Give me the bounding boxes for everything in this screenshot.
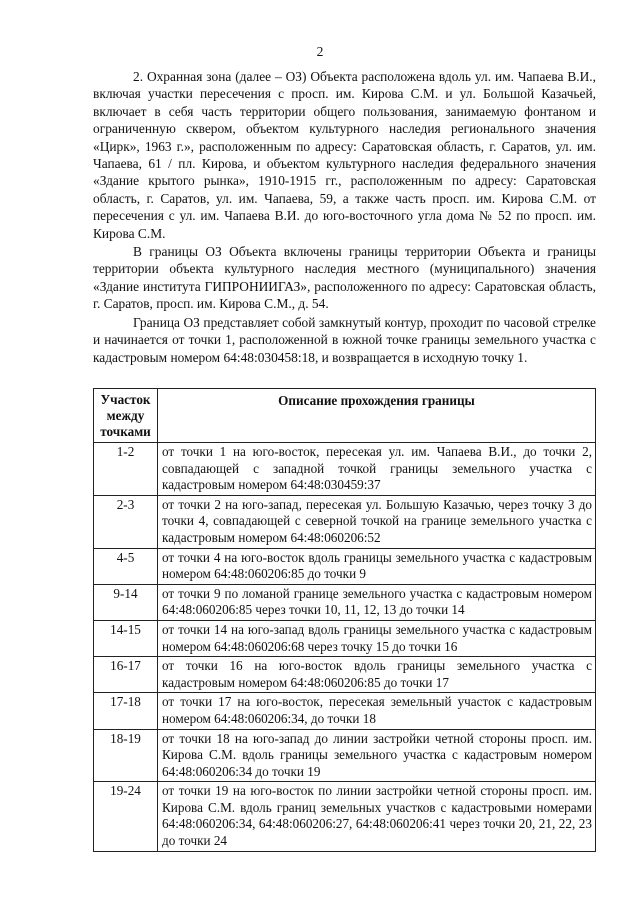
table-row — [94, 443, 596, 496]
description-cell: от точки 14 на юго-запад вдоль границы земельного участка с кадастровым номером 64:48:060206:68 через точку 15 до точки 16 — [158, 620, 596, 656]
header-description: Описание прохождения границы — [158, 389, 596, 443]
table-row — [94, 693, 596, 729]
description-cell: от точки 17 на юго-восток, пересекая земельный участок с кадастровым номером 64:48:060206:34, до точки 18 — [158, 693, 596, 729]
segment-cell: 1-2 — [94, 443, 158, 496]
table-row — [94, 729, 596, 782]
table-row — [94, 548, 596, 584]
description-cell: от точки 19 на юго-восток по линии застройки четной стороны просп. им. Кирова С.М. вдоль границ земельных участков с кадастровыми номерами 64:48:060206:34, 64:48:060206:27, 64:48:060206:41 через точки 20, 21, 22, 23 до точки 24 — [158, 782, 596, 851]
segment-cell: 9-14 — [94, 584, 158, 620]
paragraph-boundary-contour: Граница ОЗ представляет собой замкнутый контур, проходит по часовой стрелке и начинается от точки 1, расположенной в южной точке границы земельного участка с кадастровым номером 64:48:030458:18, и возвращается в исходную точку 1. — [93, 314, 596, 365]
boundary-table — [93, 388, 596, 852]
description-cell: от точки 2 на юго-запад, пересекая ул. Большую Казачью, через точку 3 до точки 4, совпадающей с северной точкой на границе земельного участка с кадастровым номером 64:48:060206:52 — [158, 495, 596, 548]
description-cell: от точки 4 на юго-восток вдоль границы земельного участка с кадастровым номером 64:48:060206:85 до точки 9 — [158, 548, 596, 584]
table-row — [94, 657, 596, 693]
table-row — [94, 620, 596, 656]
header-segment: Участок между точками — [94, 389, 158, 443]
table-row — [94, 495, 596, 548]
segment-cell: 14-15 — [94, 620, 158, 656]
paragraph-protection-zone: 2. Охранная зона (далее – ОЗ) Объекта расположена вдоль ул. им. Чапаева В.И., включая участки пересечения с просп. им. Кирова С.М. и ул. Большой Казачьей, включает в себя часть территории общего пользования, занимаемую фонтаном и ограниченную сквером, объектом культурного наследия регионального значения «Цирк», 1963 г.», расположенным по адресу: Саратовская область, г. Саратов, ул. им. Чапаева, 61 / пл. Кирова, и объектом культурного наследия федерального значения «Здание крытого рынка», 1910-1915 гг., расположенным по адресу: Саратовская область, г. Саратов, ул. им. Чапаева, 59, а также часть просп. им. Кирова С.М. от пересечения с ул. им. Чапаева В.И. до юго-восточного угла дома № 52 по просп. им. Кирова С.М. — [93, 69, 596, 241]
segment-cell: 18-19 — [94, 729, 158, 782]
paragraph-included-boundaries: В границы ОЗ Объекта включены границы территории Объекта и границы территории объекта культурного наследия местного (муниципального) значения «Здание института ГИПРОНИИГАЗ», расположенного по адресу: Саратовская область, г. Саратов, просп. им. Кирова С.М., д. 54. — [93, 244, 596, 312]
page-number: 2 — [316, 44, 324, 59]
segment-cell: 4-5 — [94, 548, 158, 584]
segment-cell: 2-3 — [94, 495, 158, 548]
segment-cell: 16-17 — [94, 657, 158, 693]
table-row — [94, 782, 596, 851]
table-row — [94, 584, 596, 620]
description-cell: от точки 16 на юго-восток вдоль границы земельного участка с кадастровым номером 64:48:060206:85 до точки 17 — [158, 657, 596, 693]
segment-cell: 17-18 — [94, 693, 158, 729]
body-text — [93, 68, 596, 366]
description-cell: от точки 9 по ломаной границе земельного участка с кадастровым номером 64:48:060206:85 через точки 10, 11, 12, 13 до точки 14 — [158, 584, 596, 620]
segment-cell: 19-24 — [94, 782, 158, 851]
description-cell: от точки 18 на юго-запад до линии застройки четной стороны просп. им. Кирова С.М. вдоль границы земельного участка с кадастровым номером 64:48:060206:34 до точки 19 — [158, 729, 596, 782]
description-cell: от точки 1 на юго-восток, пересекая ул. им. Чапаева В.И., до точки 2, совпадающей с западной точкой границы земельного участка с кадастровым номером 64:48:030459:37 — [158, 443, 596, 496]
table-header-row — [94, 389, 596, 443]
